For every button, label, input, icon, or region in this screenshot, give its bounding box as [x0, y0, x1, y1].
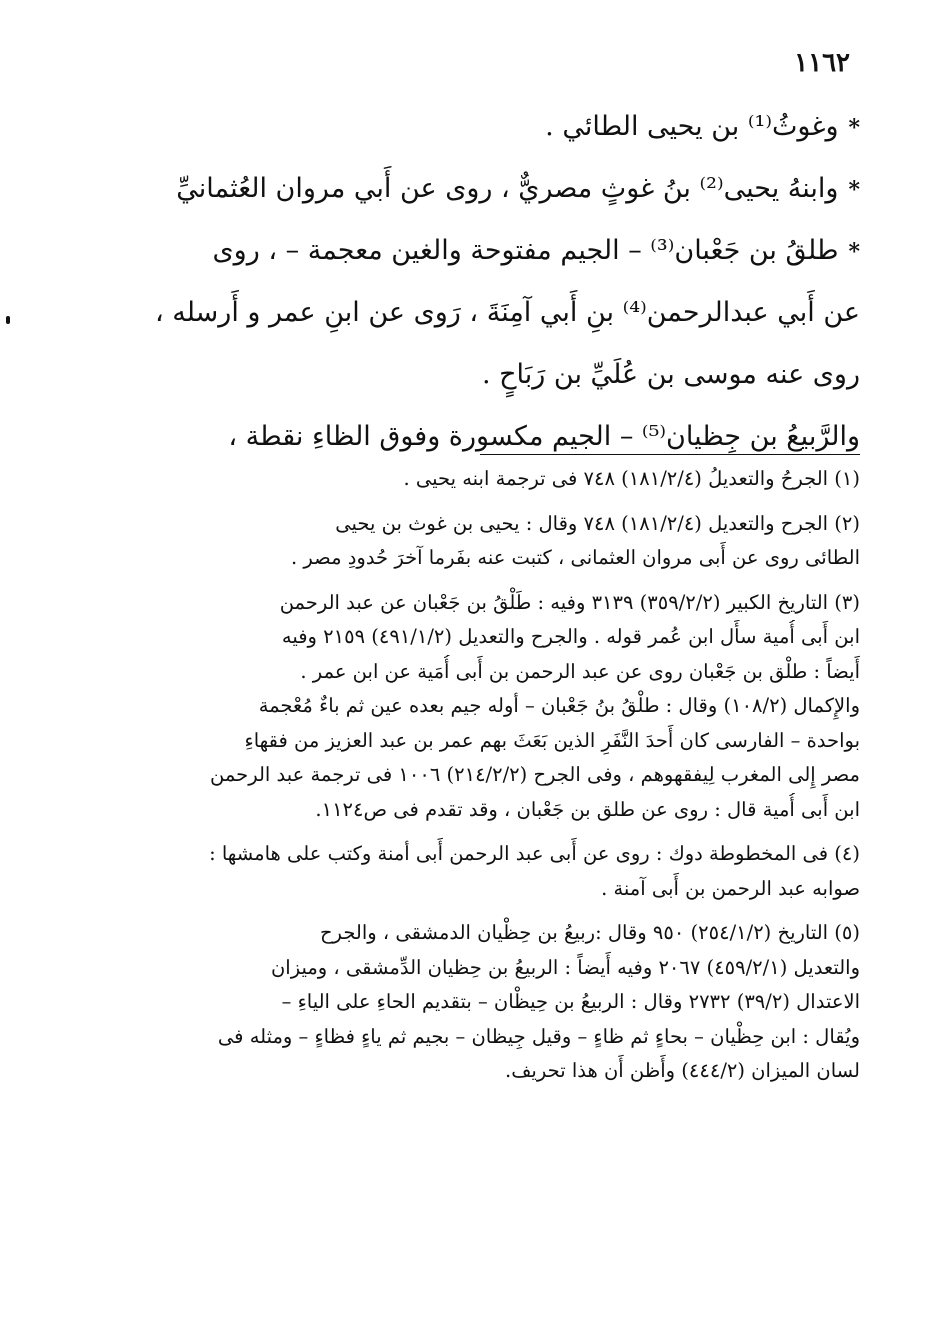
- entry-talq: [132, 220, 860, 282]
- main-text: [132, 96, 860, 468]
- footnote-line: (١) الجرحُ والتعديلُ (١٨١/٢/٤) ٧٤٨ فى ترجمة ابنه يحيى .: [403, 467, 860, 490]
- footnote-1: [132, 462, 860, 497]
- page-number: ١١٦٢: [794, 48, 850, 78]
- footnote-line: لسان الميزان (٤٤٤/٢) وأَظن أَن هذا تحريف.: [505, 1059, 860, 1082]
- footnote-3: [132, 586, 860, 828]
- footnote-line: صوابه عبد الرحمن بن أَبى آمنة .: [601, 876, 860, 900]
- entry-text: عن أَبي عبدالرحمن⁽⁴⁾ بنِ أَبي آمِنَةَ ، رَوى عن ابنِ عمر و أَرسله ،: [154, 297, 860, 328]
- footnote-4: [132, 837, 860, 906]
- entry-bullet: *: [848, 115, 860, 141]
- footnote-5: [132, 916, 860, 1089]
- entry-bullet: *: [848, 177, 860, 203]
- footnote-line: ويُقال : ابن حِظْيان – بحاءٍ ثم ظاءٍ – وقيل جِيظان – بجيم ثم ياءٍ فظاءٍ – ومثله فى: [217, 1024, 860, 1048]
- footnote-line: بواحدة – الفارسى كان أَحدَ النَّفَرِ الذين بَعَثَ بهم عمر بن عبد العزيز من فقهاءِ: [244, 728, 860, 752]
- entry-text: روى عنه موسى بن عُلَيِّ بن رَبَاحٍ .: [481, 359, 860, 390]
- entry-bullet: *: [848, 239, 860, 265]
- footnote-line: الطائى روى عن أَبى مروان العثمانى ، كتبت عنه بفَرما آخرَ حُدودِ مصر .: [291, 546, 860, 569]
- footnote-line: ابن أَبى أُمية قال : روى عن طلق بن جَعْبان ، وقد تقدم فى ص١١٢٤.: [315, 797, 860, 821]
- footnote-separator: [480, 454, 860, 455]
- entry-rabi: [132, 406, 860, 468]
- footnote-2: [132, 507, 860, 576]
- footnote-line: (٥) التاريخ (٢٥٤/١/٢) ٩٥٠ وقال :ربيعُ بن حِظْيان الدمشقى ، والجرح: [319, 921, 860, 944]
- footnote-line: الاعتدال (٣٩/٢) ٢٧٣٢ وقال : الربيعُ بن حِيظْان – بتقديم الحاءِ على الياءِ –: [281, 990, 860, 1013]
- entry-text: وابنهُ يحيى⁽²⁾ بنُ غوثٍ مصريٌّ ، روى عن أَبي مروان العُثمانيِّ: [176, 173, 839, 204]
- footnote-line: (٣) التاريخ الكبير (٣٥٩/٢/٢) ٣١٣٩ وفيه : طَلْقُ بن جَعْبان عن عبد الرحمن: [279, 590, 860, 614]
- entry-text: وغوثُ⁽¹⁾ بن يحيى الطائي .: [545, 111, 839, 142]
- entry-yahya: [132, 158, 860, 220]
- footnote-line: (٤) فى المخطوطة دوك : روى عن أَبى عبد الرحمن أَبى أمنة وكتب على هامشها :: [209, 842, 860, 865]
- scan-edge-mark: [6, 316, 10, 324]
- footnote-line: (٢) الجرح والتعديل (١٨١/٢/٤) ٧٤٨ وقال : يحيى بن غوث بن يحيى: [335, 511, 860, 535]
- footnote-line: والتعديل (٤٥٩/٢/١) ٢٠٦٧ وفيه أَيضاً : الربيعُ بن حِظيان الدِّمشقى ، وميزان: [270, 955, 860, 979]
- footnote-line: مصر إِلى المغرب لِيفقهوهم ، وفى الجرح (٢١٤/٢/٢) ١٠٠٦ فى ترجمة عبد الرحمن: [210, 763, 860, 786]
- entry-talq-narrators: [132, 344, 860, 406]
- entry-text: طلقُ بن جَعْبان⁽³⁾ – الجيم مفتوحة والغين معجمة – ، روى: [212, 235, 839, 266]
- footnote-line: ابن أَبى أُمية سأَل ابن عُمر قوله . والجرح والتعديل (٤٩١/١/٢) ٢١٥٩ وفيه: [281, 625, 860, 648]
- entry-ghawth: [132, 96, 860, 158]
- entry-talq-continued: [132, 282, 860, 344]
- footnotes: [132, 462, 860, 1089]
- footnote-line: أَيضاً : طلْق بن جَعْبان روى عن عبد الرحمن بن أَبى أُمَية عن ابن عمر .: [300, 659, 860, 683]
- footnote-line: والإِكمال (١٠٨/٢) وقال : طلْقُ بنُ جَعْبان – أوله جيم بعده عين ثم باءٌ مُعْجمة: [258, 694, 860, 717]
- entry-text: والرَّبيعُ بن جِظيان⁽⁵⁾ – الجيم مكسورة وفوق الظاءِ نقطة ،: [228, 421, 860, 452]
